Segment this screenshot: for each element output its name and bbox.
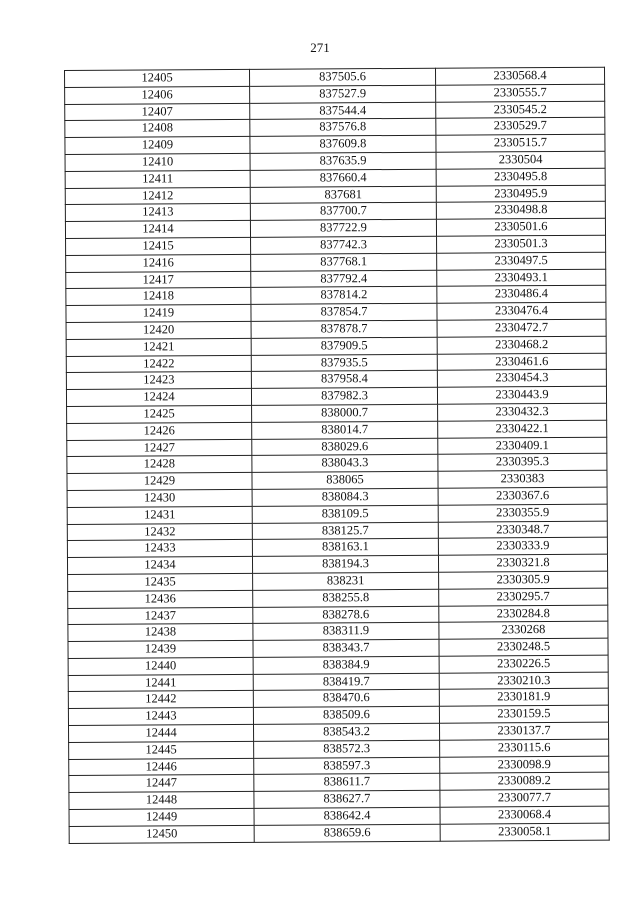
x-coordinate-cell [254,824,440,842]
y-coordinate-cell [439,638,608,656]
point-id-cell [67,456,252,474]
point-id-value: 12445 [145,742,177,757]
y-coordinate-cell [438,437,607,455]
y-coordinate-cell [437,336,606,354]
point-id-value: 12410 [141,154,174,169]
point-id-value: 12450 [145,826,178,841]
point-id-cell [65,137,250,155]
point-id-cell [69,775,254,793]
x-coordinate-cell [253,673,439,691]
y-coordinate-cell [439,689,608,707]
point-id-value: 12441 [145,675,177,690]
x-coordinate-value: 837700.7 [319,203,367,218]
point-id-cell [67,506,252,524]
y-coordinate-cell [438,403,607,421]
y-coordinate-value: 2330367.6 [496,487,550,503]
x-coordinate-value: 838014.7 [321,421,369,437]
point-id-cell [67,489,252,507]
point-id-value: 12412 [142,187,174,203]
y-coordinate-value: 2330115.6 [497,739,551,755]
x-coordinate-cell [250,135,436,153]
y-coordinate-value: 2330068.4 [497,807,552,822]
x-coordinate-value: 838278.6 [322,606,370,621]
x-coordinate-cell [254,790,440,808]
page-number: 271 [310,40,330,55]
y-coordinate-value: 2330504 [498,152,543,167]
point-id-cell [66,389,251,407]
y-coordinate-value: 2330409.1 [495,437,549,452]
point-id-cell [68,590,253,608]
x-coordinate-value: 837544.4 [319,102,367,118]
y-coordinate-cell [438,504,607,522]
x-coordinate-value: 838543.2 [323,724,371,739]
x-coordinate-value: 837854.7 [320,304,368,319]
y-coordinate-value: 2330098.9 [497,756,551,772]
coordinates-table-body [65,67,610,843]
y-coordinate-value: 2330268 [501,622,546,637]
x-coordinate-cell [250,169,436,187]
x-coordinate-cell [254,723,440,741]
y-coordinate-value: 2330529.7 [493,118,547,133]
y-coordinate-cell [437,370,606,388]
x-coordinate-value: 838384.9 [322,657,370,672]
point-id-value: 12437 [144,607,176,623]
y-coordinate-cell [440,739,609,757]
x-coordinate-cell [252,404,438,422]
x-coordinate-value: 838125.7 [321,522,369,537]
x-coordinate-cell [251,320,437,338]
x-coordinate-cell [253,690,439,708]
y-coordinate-cell [437,286,606,304]
y-coordinate-cell [438,487,607,505]
x-coordinate-cell [252,438,438,456]
x-coordinate-cell [251,253,437,271]
point-id-cell [68,573,253,591]
point-id-value: 12423 [143,372,175,387]
x-coordinate-value: 837660.4 [319,169,367,185]
y-coordinate-cell [436,101,605,119]
x-coordinate-cell [251,287,437,305]
y-coordinate-value: 2330472.7 [494,320,549,335]
x-coordinate-value: 837635.9 [319,153,367,168]
point-id-cell [65,204,250,222]
y-coordinate-cell [438,470,607,488]
y-coordinate-cell [437,269,606,287]
y-coordinate-value: 2330501.6 [494,219,548,234]
y-coordinate-cell [439,588,608,606]
x-coordinate-cell [252,505,438,523]
y-coordinate-value: 2330077.7 [497,790,552,805]
y-coordinate-cell [436,218,605,236]
x-coordinate-value: 837909.5 [320,337,368,353]
x-coordinate-cell [250,219,436,237]
y-coordinate-cell [440,756,609,774]
point-id-value: 12429 [143,473,176,488]
point-id-value: 12443 [145,708,177,723]
y-coordinate-cell [439,722,608,740]
point-id-cell [68,640,253,658]
y-coordinate-value: 2330395.3 [495,454,550,469]
x-coordinate-value: 838597.3 [323,757,371,773]
x-coordinate-cell [251,371,437,389]
y-coordinate-value: 2330058.1 [498,823,552,839]
point-id-cell [69,825,254,843]
point-id-cell [65,187,250,205]
x-coordinate-value: 837505.6 [319,69,367,84]
y-coordinate-cell [440,823,609,841]
x-coordinate-value: 838627.7 [323,791,371,806]
point-id-value: 12427 [143,439,175,455]
x-coordinate-value: 838231 [326,573,365,588]
y-coordinate-cell [436,185,605,203]
x-coordinate-value: 837814.2 [320,287,368,302]
point-id-cell [68,674,253,692]
point-id-value: 12444 [145,725,177,740]
y-coordinate-value: 2330248.5 [496,639,551,654]
point-id-cell [68,657,253,675]
coordinates-table-container [64,67,610,844]
x-coordinate-cell [252,539,438,557]
y-coordinate-value: 2330495.9 [494,185,548,200]
x-coordinate-cell [252,471,438,489]
point-id-value: 12432 [144,523,176,539]
y-coordinate-cell [438,454,607,472]
x-coordinate-value: 838255.8 [322,589,370,605]
x-coordinate-value: 837982.3 [321,388,368,403]
y-coordinate-value: 2330468.2 [495,336,549,352]
y-coordinate-value: 2330305.9 [496,571,550,587]
x-coordinate-cell [252,555,438,573]
point-id-value: 12446 [145,758,177,774]
x-coordinate-cell [250,203,436,221]
point-id-value: 12414 [142,221,174,236]
x-coordinate-value: 838000.7 [321,405,369,420]
x-coordinate-cell [251,354,437,372]
y-coordinate-cell [435,67,604,85]
y-coordinate-value: 2330422.1 [495,420,549,436]
x-coordinate-cell [253,707,439,725]
x-coordinate-value: 837878.7 [320,321,368,336]
point-id-cell [67,472,252,490]
y-coordinate-value: 2330498.8 [494,202,548,217]
point-id-value: 12415 [142,238,174,253]
y-coordinate-cell [437,235,606,253]
y-coordinate-cell [439,621,608,639]
x-coordinate-value: 837527.9 [319,85,367,101]
x-coordinate-cell [251,387,437,405]
point-id-value: 12420 [142,322,175,337]
y-coordinate-value: 2330476.4 [494,303,549,318]
x-coordinate-cell [251,337,437,355]
x-coordinate-cell [252,522,438,540]
x-coordinate-value: 837722.9 [319,220,367,235]
x-coordinate-cell [251,236,437,254]
point-id-cell [66,237,251,255]
x-coordinate-value: 838109.5 [321,505,369,521]
y-coordinate-value: 2330461.6 [495,353,549,368]
x-coordinate-cell [252,455,438,473]
y-coordinate-cell [438,554,607,572]
point-id-cell [68,708,253,726]
point-id-cell [66,254,251,272]
y-coordinate-cell [438,521,607,539]
point-id-cell [67,540,252,558]
y-coordinate-cell [436,118,605,136]
y-coordinate-value: 2330443.9 [495,387,549,402]
y-coordinate-value: 2330555.7 [493,84,547,100]
point-id-cell [65,103,250,121]
point-id-cell [67,439,252,457]
y-coordinate-value: 2330501.3 [494,236,548,251]
x-coordinate-cell [250,186,436,204]
point-id-cell [66,321,251,339]
point-id-cell [66,355,251,373]
x-coordinate-cell [251,303,437,321]
point-id-value: 12440 [144,658,177,673]
point-id-value: 12428 [143,456,176,471]
y-coordinate-value: 2330497.5 [494,252,548,268]
y-coordinate-value: 2330137.7 [497,723,551,738]
point-id-value: 12419 [142,305,175,320]
y-coordinate-cell [439,605,608,623]
y-coordinate-value: 2330210.3 [497,672,551,688]
y-coordinate-value: 2330454.3 [495,370,549,385]
x-coordinate-cell [252,421,438,439]
point-id-value: 12413 [142,204,174,219]
x-coordinate-cell [254,807,440,825]
point-id-value: 12425 [143,406,175,421]
point-id-value: 12417 [142,271,174,287]
y-coordinate-value: 2330515.7 [493,135,548,150]
x-coordinate-value: 838065 [326,472,364,487]
x-coordinate-cell [253,639,439,657]
x-coordinate-cell [254,757,440,775]
x-coordinate-value: 838470.6 [322,690,370,705]
y-coordinate-cell [438,538,607,556]
point-id-cell [67,405,252,423]
point-id-cell [67,523,252,541]
x-coordinate-value: 838419.7 [322,673,370,689]
point-id-cell [66,338,251,356]
point-id-value: 12408 [141,120,174,135]
y-coordinate-cell [436,134,605,152]
y-coordinate-cell [437,252,606,270]
y-coordinate-value: 2330355.9 [496,504,550,520]
point-id-cell [66,288,251,306]
point-id-value: 12421 [143,339,175,354]
point-id-value: 12434 [144,557,176,572]
y-coordinate-cell [440,806,609,824]
point-id-value: 12438 [144,624,177,639]
point-id-value: 12405 [141,70,173,85]
x-coordinate-cell [254,774,440,792]
x-coordinate-cell [253,572,439,590]
point-id-cell [69,724,254,742]
point-id-value: 12439 [144,641,177,656]
x-coordinate-value: 838509.6 [322,707,370,722]
x-coordinate-cell [250,102,436,120]
y-coordinate-value: 2330321.8 [496,555,550,570]
y-coordinate-value: 2330333.9 [496,538,550,553]
point-id-value: 12433 [144,540,176,555]
point-id-cell [69,808,254,826]
point-id-value: 12411 [142,171,174,186]
point-id-value: 12447 [145,775,178,790]
y-coordinate-cell [440,789,609,807]
point-id-cell [67,422,252,440]
x-coordinate-value: 837935.5 [320,354,368,369]
point-id-value: 12424 [143,389,175,404]
x-coordinate-value: 838311.9 [322,623,370,638]
x-coordinate-value: 838642.4 [323,808,371,823]
point-id-cell [69,758,254,776]
point-id-value: 12426 [143,423,175,438]
point-id-cell [66,305,251,323]
x-coordinate-cell [253,623,439,641]
x-coordinate-cell [250,119,436,137]
y-coordinate-value: 2330383 [500,471,545,486]
point-id-cell [65,86,250,104]
y-coordinate-value: 2330295.7 [496,588,550,604]
y-coordinate-value: 2330181.9 [497,689,551,704]
x-coordinate-value: 838343.7 [322,640,370,655]
y-coordinate-cell [439,655,608,673]
x-coordinate-value: 837576.8 [319,119,367,134]
point-id-value: 12442 [145,691,177,706]
y-coordinate-cell [440,773,609,791]
point-id-value: 12430 [143,490,176,505]
y-coordinate-value: 2330226.5 [497,655,551,671]
point-id-value: 12436 [144,591,176,606]
x-coordinate-value: 837792.4 [320,270,368,286]
y-coordinate-cell [436,168,605,186]
y-coordinate-value: 2330348.7 [496,521,550,536]
x-coordinate-value: 837958.4 [320,371,368,386]
y-coordinate-cell [437,302,606,320]
y-coordinate-cell [437,353,606,371]
point-id-cell [65,69,250,87]
x-coordinate-value: 838572.3 [323,741,371,756]
y-coordinate-value: 2330493.1 [494,269,548,284]
coordinates-table [64,67,610,844]
y-coordinate-value: 2330089.2 [497,773,551,788]
x-coordinate-cell [253,589,439,607]
y-coordinate-cell [439,705,608,723]
point-id-cell [69,741,254,759]
x-coordinate-value: 838084.3 [321,489,369,504]
x-coordinate-value: 838611.7 [323,774,371,789]
point-id-value: 12431 [144,507,176,522]
point-id-cell [66,271,251,289]
point-id-cell [67,556,252,574]
point-id-cell [69,792,254,810]
x-coordinate-value: 838194.3 [322,556,369,571]
x-coordinate-value: 837768.1 [320,253,368,269]
point-id-value: 12406 [141,87,173,102]
y-coordinate-cell [436,151,605,169]
y-coordinate-value: 2330486.4 [494,286,548,301]
y-coordinate-value: 2330159.5 [497,706,551,721]
point-id-cell [65,153,250,171]
y-coordinate-cell [437,386,606,404]
point-id-value: 12409 [141,137,174,152]
x-coordinate-cell [250,152,436,170]
y-coordinate-value: 2330495.8 [494,168,548,184]
point-id-cell [65,170,250,188]
x-coordinate-value: 837609.8 [319,136,367,151]
x-coordinate-cell [250,85,436,103]
y-coordinate-cell [436,202,605,220]
point-id-cell [68,607,253,625]
x-coordinate-cell [253,656,439,674]
y-coordinate-value: 2330545.2 [493,101,547,116]
y-coordinate-value: 2330284.8 [496,605,550,620]
point-id-value: 12449 [145,809,178,824]
point-id-cell [65,120,250,138]
x-coordinate-cell [253,606,439,624]
x-coordinate-value: 838659.6 [323,825,371,840]
y-coordinate-value: 2330432.3 [495,403,549,419]
table-row [69,823,609,843]
x-coordinate-cell [252,488,438,506]
x-coordinate-cell [254,740,440,758]
y-coordinate-cell [439,672,608,690]
x-coordinate-cell [249,68,435,86]
point-id-value: 12435 [144,574,176,589]
x-coordinate-value: 837742.3 [320,237,368,252]
point-id-cell [65,221,250,239]
point-id-cell [68,691,253,709]
x-coordinate-value: 838029.6 [321,438,369,453]
point-id-value: 12418 [142,288,175,303]
point-id-value: 12448 [145,792,178,807]
point-id-cell [68,624,253,642]
x-coordinate-value: 838043.3 [321,455,369,470]
x-coordinate-value: 837681 [324,186,363,201]
y-coordinate-cell [436,84,605,102]
y-coordinate-cell [438,420,607,438]
y-coordinate-cell [437,319,606,337]
y-coordinate-cell [439,571,608,589]
point-id-value: 12416 [142,255,174,270]
point-id-value: 12422 [143,355,175,371]
point-id-value: 12407 [141,103,173,119]
x-coordinate-cell [251,270,437,288]
y-coordinate-value: 2330568.4 [493,68,547,83]
point-id-cell [66,372,251,390]
x-coordinate-value: 838163.1 [321,539,369,554]
